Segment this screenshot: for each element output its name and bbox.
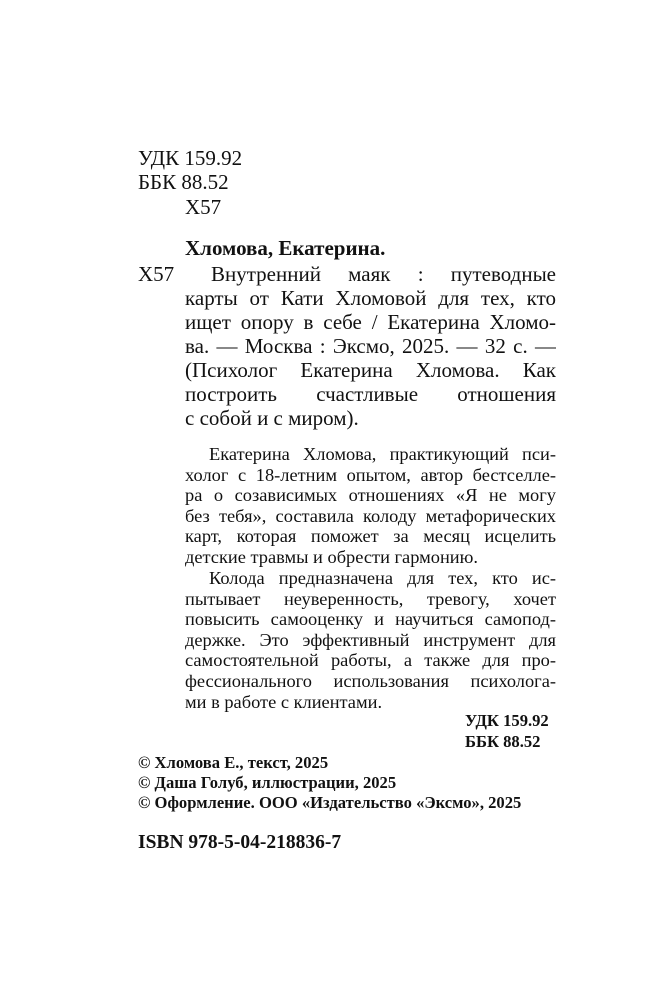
bbk-code: ББК 88.52 xyxy=(138,170,229,194)
annotation-line: фессионального использования психолога- xyxy=(185,670,556,691)
record-author-sign: Х57 xyxy=(138,262,175,286)
annotation-line: самостоятельной работы, а также для про- xyxy=(185,650,556,671)
annotation-line: без тебя», составила колоду метафорических xyxy=(185,505,556,526)
annotation-line: детские травмы и обрести гармонию. xyxy=(185,546,478,567)
record-line: карты от Кати Хломовой для тех, кто xyxy=(185,286,556,310)
record-line: с собой и с миром). xyxy=(185,406,359,430)
copyright-design: © Оформление. ООО «Издательство «Эксмо», 2025 xyxy=(138,793,522,812)
annotation-line: пытывает неуверенность, тревогу, хочет xyxy=(185,588,556,609)
bibliographic-description xyxy=(185,262,556,430)
copyright-illustrations: © Даша Голуб, иллюстрации, 2025 xyxy=(138,773,397,792)
record-line: Внутренний маяк : путеводные xyxy=(211,262,556,286)
annotation-line: ми в работе с клиентами. xyxy=(185,691,383,712)
annotation-line: холог с 18-летним опытом, автор бестселле- xyxy=(185,464,556,485)
record-heading: Хломова, Екатерина. xyxy=(185,236,386,260)
record-line: (Психолог Екатерина Хломова. Как xyxy=(185,358,556,382)
annotation-line: карт, которая поможет за месяц исцелить xyxy=(185,526,556,547)
author-sign: Х57 xyxy=(185,195,222,219)
annotation-line: повысить самооценку и научиться самопод- xyxy=(185,609,556,630)
annotation-line: Колода предназначена для тех, кто ис- xyxy=(209,568,556,588)
record-line: ищет опору в себе / Екатерина Хломо- xyxy=(185,310,556,334)
annotation-line: Екатерина Хломова, практикующий пси- xyxy=(209,444,556,464)
record-line: построить счастливые отношения xyxy=(185,382,556,406)
annotation-paragraph-2 xyxy=(185,568,556,712)
udk-code: УДК 159.92 xyxy=(138,146,243,170)
annotation-line: ра о созависимых отношениях «Я не могу xyxy=(185,485,556,506)
annotation-udk: УДК 159.92 xyxy=(465,711,549,730)
annotation-bbk: ББК 88.52 xyxy=(465,732,541,751)
annotation-paragraph-1 xyxy=(185,444,556,568)
isbn: ISBN 978-5-04-218836-7 xyxy=(138,832,342,853)
copyright-text: © Хломова Е., текст, 2025 xyxy=(138,753,329,772)
annotation-line: держке. Это эффективный инструмент для xyxy=(185,629,556,650)
record-line: ва. — Москва : Эксмо, 2025. — 32 с. — xyxy=(185,334,556,358)
